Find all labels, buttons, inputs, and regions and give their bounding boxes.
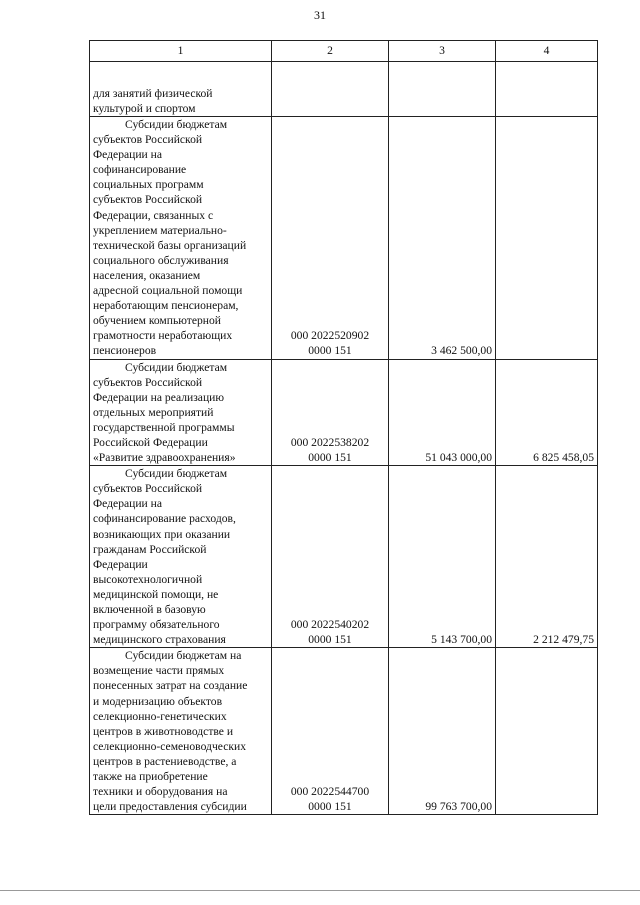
row-name [90, 359, 272, 466]
table-header-row [90, 41, 598, 62]
row-name [90, 117, 272, 360]
column-header-1: 1 [90, 41, 272, 62]
row-name-text: Субсидии бюджетам субъектов Российской Федерации на реализацию отдельных мероприятий государственной программы Российской Федерации «Развитие здравоохранения» [93, 360, 236, 465]
row-code [272, 62, 389, 117]
row-amount: 99 763 700,00 [389, 648, 496, 815]
page-number: 31 [314, 8, 326, 22]
column-header-3: 3 [389, 41, 496, 62]
table-row [90, 466, 598, 648]
table-row [90, 648, 598, 815]
row-code: 000 2022544700 0000 151 [272, 648, 389, 815]
budget-table [89, 40, 598, 815]
row-name [90, 648, 272, 815]
row-amount-2 [496, 62, 598, 117]
row-amount: 51 043 000,00 [389, 359, 496, 466]
row-amount [389, 62, 496, 117]
table-row [90, 62, 598, 117]
row-code: 000 2022520902 0000 151 [272, 117, 389, 360]
bottom-rule [0, 890, 640, 891]
row-name: для занятий физической культурой и спортом [90, 62, 272, 117]
column-header-2: 2 [272, 41, 389, 62]
row-name-text: Субсидии бюджетам на возмещение части прямых понесенных затрат на создание и модернизацию объектов селекционно-генетических центров в животноводстве и селекционно-семеноводческих центров в растениеводстве, а также на приобретение техники и оборудования на цели предоставления субсидии [93, 649, 248, 814]
row-name [90, 466, 272, 648]
row-amount-2 [496, 117, 598, 360]
table-row [90, 359, 598, 466]
row-amount-2: 2 212 479,75 [496, 466, 598, 648]
row-name-text: Субсидии бюджетам субъектов Российской Федерации на софинансирование социальных программ субъектов Российской Федерации, связанных с укреплением материально- технической базы организаций социального обслуживания населения, оказанием адресной социальной помощи неработающим пенсионерам, обучением компьютерной грамотности неработающих пенсионеров [93, 118, 247, 358]
row-code: 000 2022538202 0000 151 [272, 359, 389, 466]
row-amount: 5 143 700,00 [389, 466, 496, 648]
table-row [90, 117, 598, 360]
row-amount-2: 6 825 458,05 [496, 359, 598, 466]
column-header-4: 4 [496, 41, 598, 62]
row-amount-2 [496, 648, 598, 815]
row-code: 000 2022540202 0000 151 [272, 466, 389, 648]
row-amount: 3 462 500,00 [389, 117, 496, 360]
row-name-text: Субсидии бюджетам субъектов Российской Федерации на софинансирование расходов, возникающих при оказании гражданам Российской Федерации высокотехнологичной медицинской помощи, не включенной в базовую программу обязательного медицинского страхования [93, 467, 236, 647]
